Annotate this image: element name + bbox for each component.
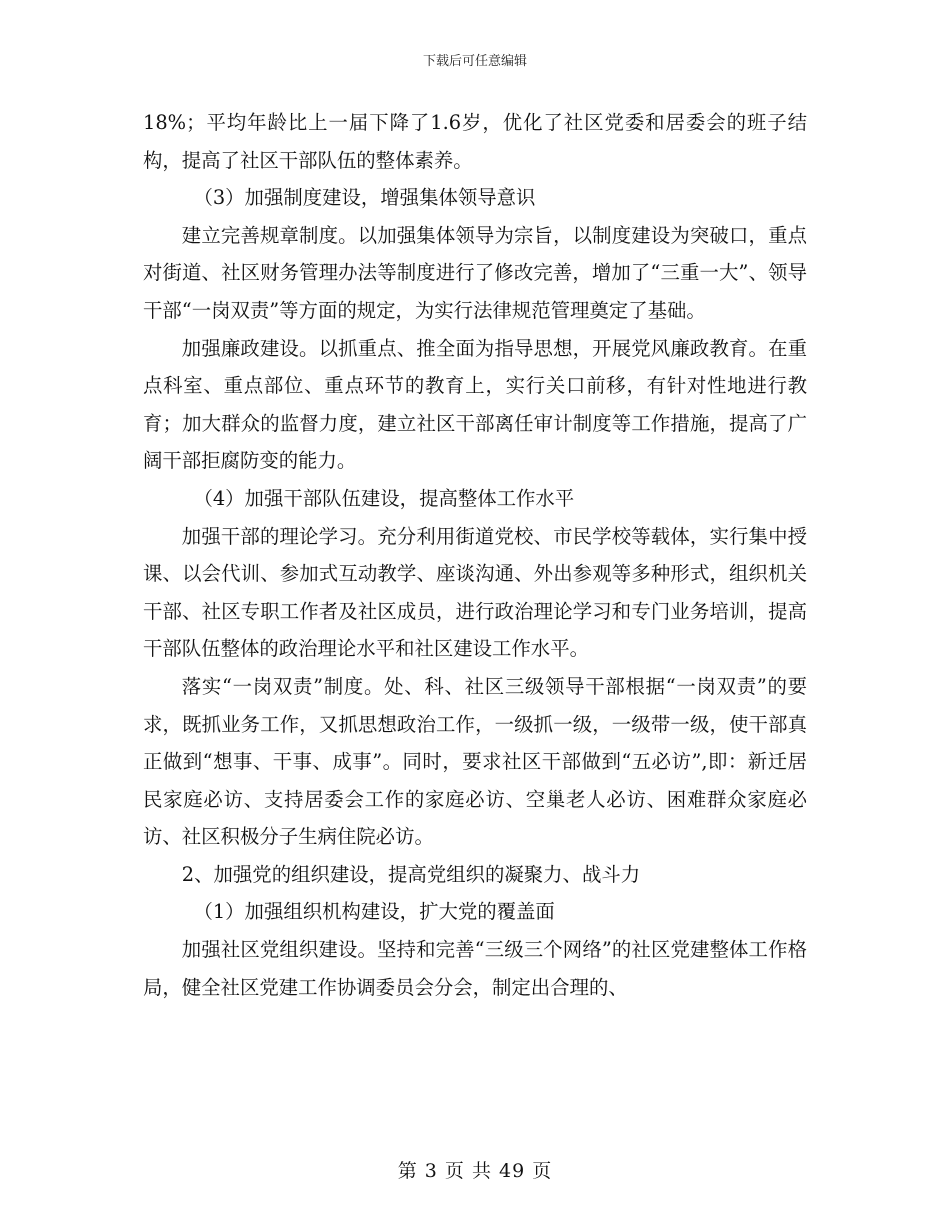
section-heading: （1）加强组织机构建设，扩大党的覆盖面 bbox=[193, 900, 555, 924]
section-heading: 2、加强党的组织建设，提高党组织的凝聚力、战斗力 bbox=[181, 862, 641, 886]
paragraph: 建立完善规章制度。以加强集体领导为宗旨，以制度建设为突破口，重点对街道、社区财务管理办法等制度进行了修改完善，增加了“三重一大”、领导干部“一岗双责”等方面的规定，为实行法律规范管理奠定了基础。 bbox=[143, 223, 807, 322]
section-heading: （3）加强制度建设，增强集体领导意识 bbox=[193, 186, 536, 210]
page-footer: 第 3 页 共 49 页 bbox=[397, 1160, 553, 1182]
paragraph: 加强干部的理论学习。充分利用街道党校、市民学校等载体，实行集中授课、以会代训、参加式互动教学、座谈沟通、外出参观等多种形式，组织机关干部、社区专职工作者及社区成员，进行政治理论学习和专门业务培训，提高干部队伍整体的政治理论水平和社区建设工作水平。 bbox=[143, 524, 807, 661]
paragraph: 加强社区党组织建设。坚持和完善“三级三个网络”的社区党建整体工作格局，健全社区党建工作协调委员会分会，制定出合理的、 bbox=[143, 938, 807, 999]
paragraph: 18%；平均年龄比上一届下降了1.6岁，优化了社区党委和居委会的班子结构，提高了社区干部队伍的整体素养。 bbox=[143, 111, 807, 172]
paragraph: 加强廉政建设。以抓重点、推全面为指导思想，开展党风廉政教育。在重点科室、重点部位、重点环节的教育上，实行关口前移，有针对性地进行教育；加大群众的监督力度，建立社区干部离任审计制度等工作措施，提高了广阔干部拒腐防变的能力。 bbox=[143, 336, 807, 473]
document-body bbox=[143, 104, 807, 1006]
page-header: 下载后可任意编辑 bbox=[422, 54, 527, 69]
section-heading: （4）加强干部队伍建设，提高整体工作水平 bbox=[193, 486, 575, 510]
paragraph: 落实“一岗双责”制度。处、科、社区三级领导干部根据“一岗双责”的要求，既抓业务工作，又抓思想政治工作，一级抓一级，一级带一级，使干部真正做到“想事、干事、成事”。同时，要求社区干部做到“五必访”,即：新迁居民家庭必访、支持居委会工作的家庭必访、空巢老人必访、困难群众家庭必访、社区积极分子生病住院必访。 bbox=[143, 674, 807, 849]
